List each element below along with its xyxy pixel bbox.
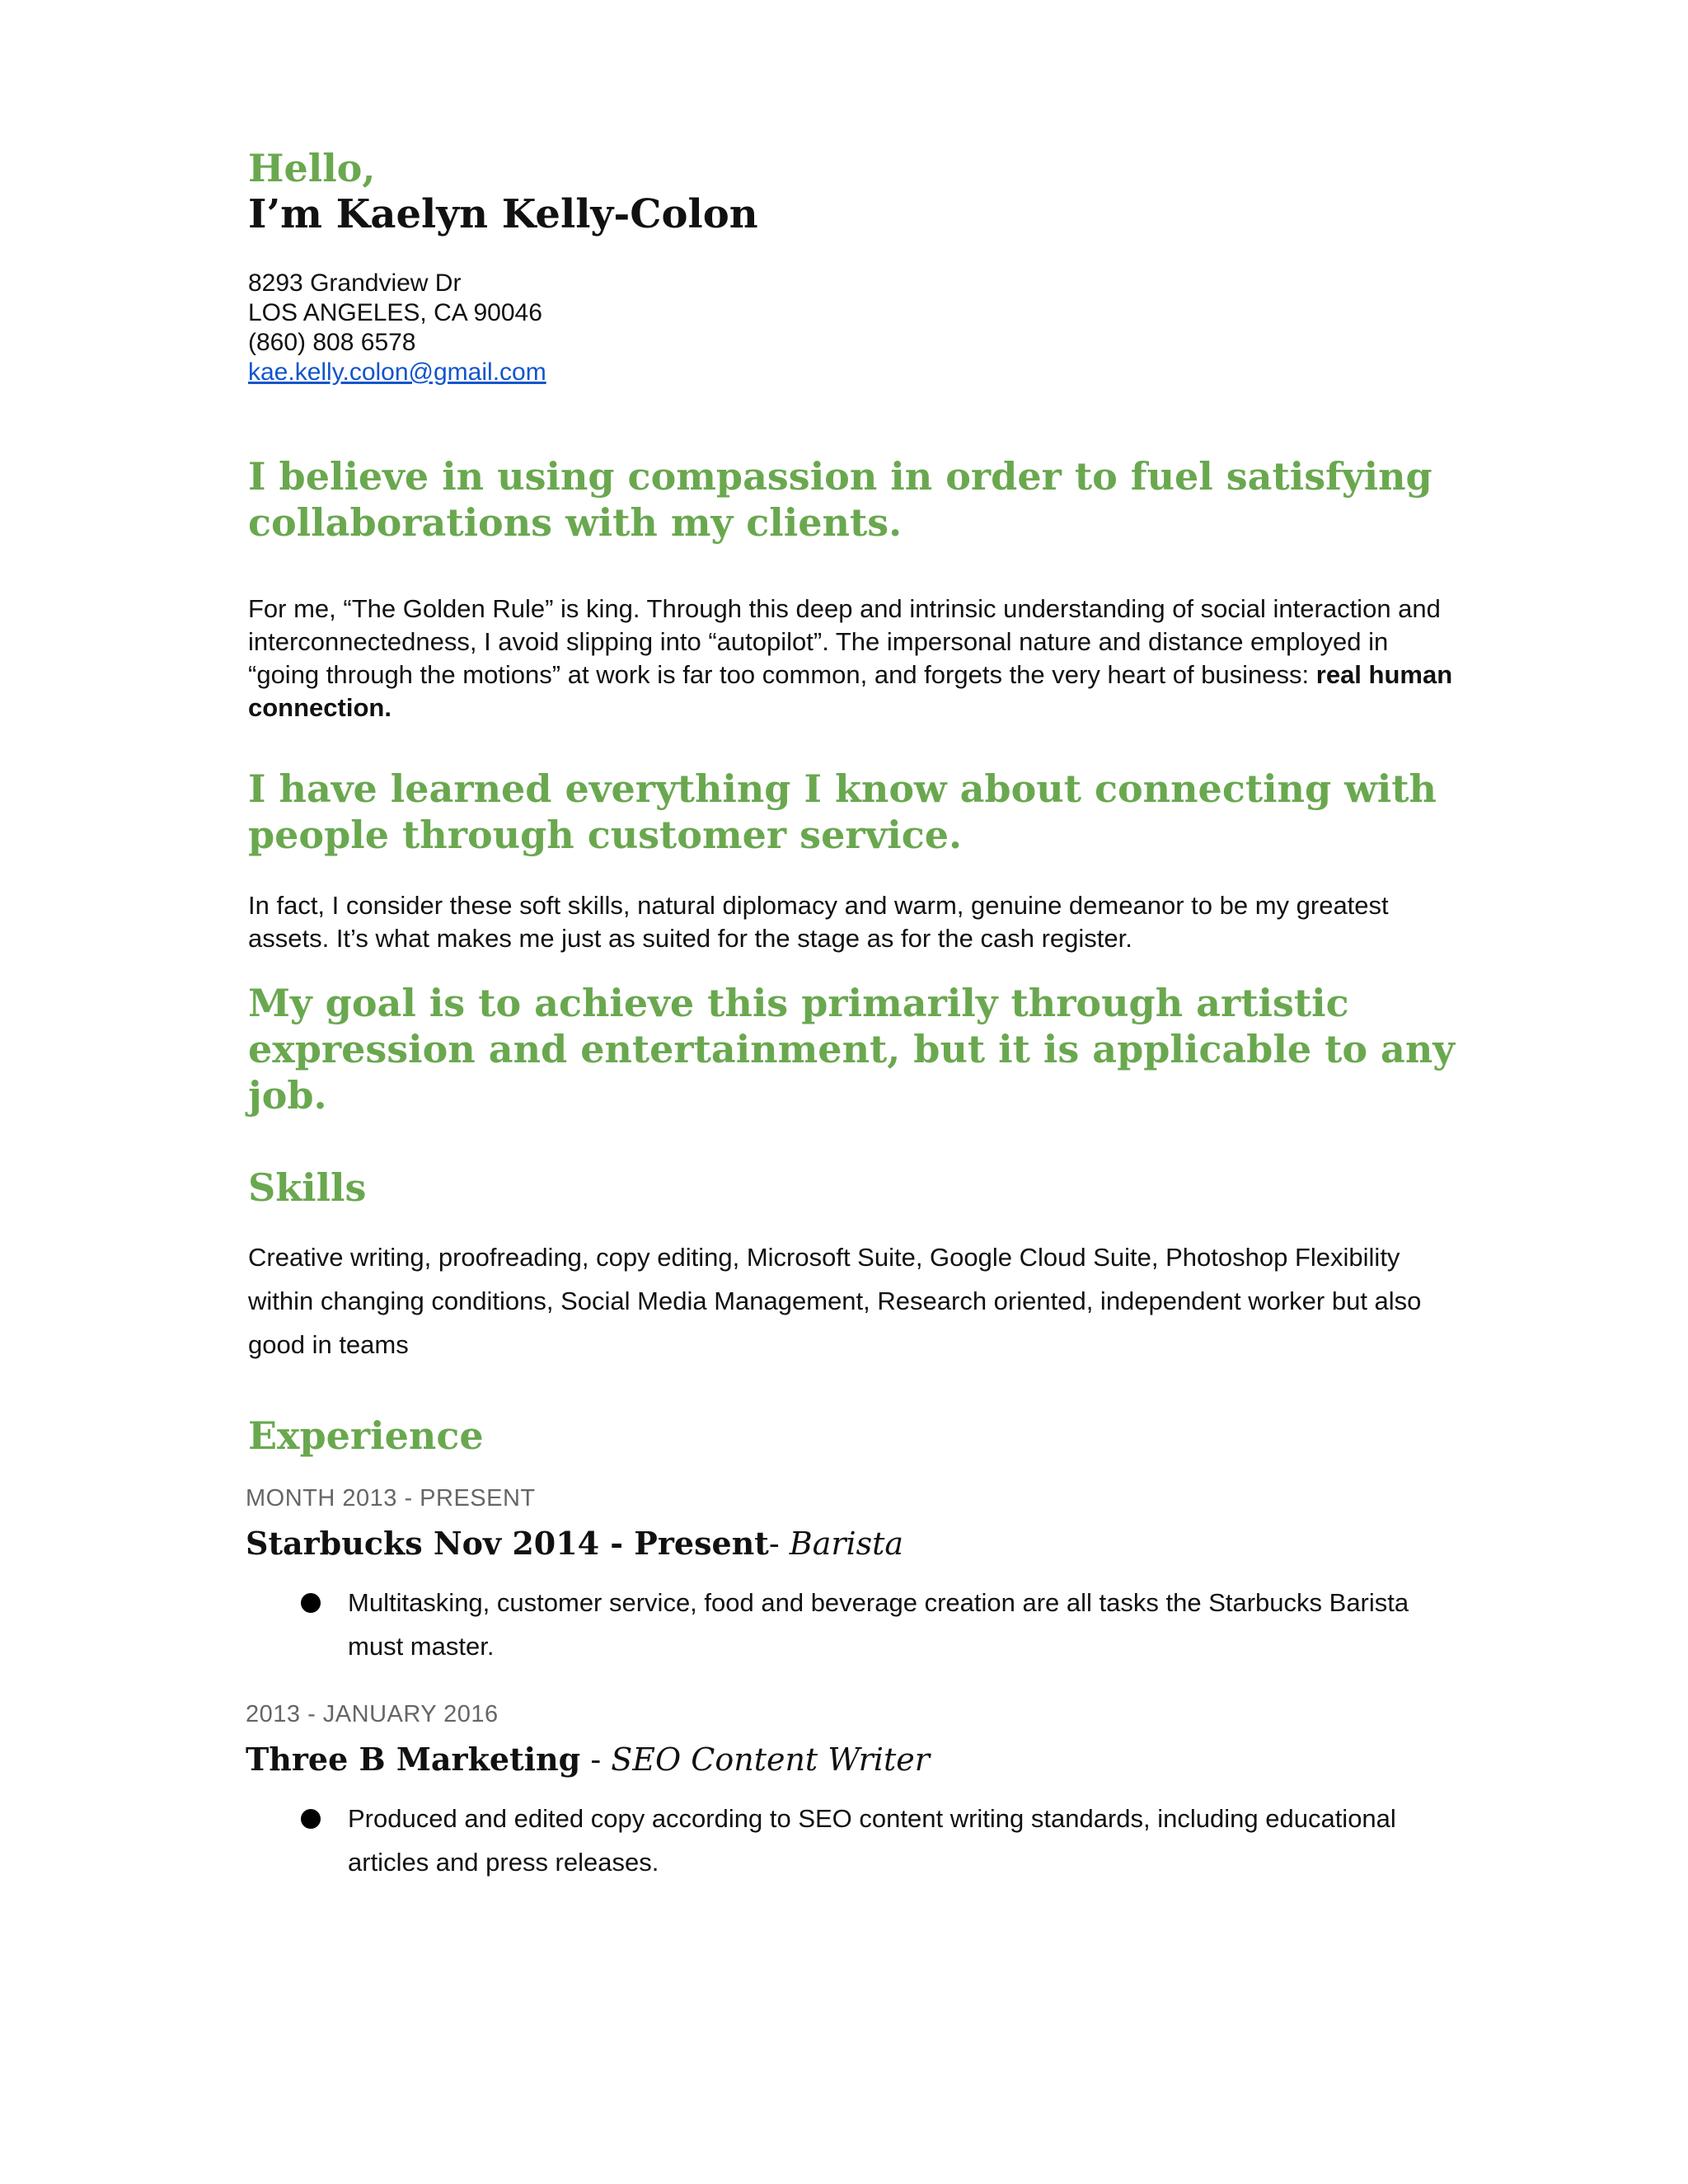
intro-paragraph-1-bold: real human connection. [248,660,1453,722]
applicant-name: I’m Kaelyn Kelly-Colon [248,191,758,237]
intro-paragraph-1-text: For me, “The Golden Rule” is king. Through this deep and intrinsic understanding of social interaction and interconnectedness, I avoid slipping into “autopilot”. The impersonal nature and distance employed in “going through the motions” at work is far too common, and forgets the very heart of business: [248,594,1441,689]
intro-paragraph-2: In fact, I consider these soft skills, natural diplomacy and warm, genuine demeanor to be my greatest assets. It’s what makes me just as suited for the stage as for the cash register. [248,891,1389,953]
bullet-dot-icon [301,1593,321,1613]
greeting: Hello, [248,146,376,190]
job-title [246,1741,1460,1779]
job-date: 2013 - JANUARY 2016 [246,1701,499,1727]
intro-headline-3: My goal is to achieve this primarily through artistic expression and entertainment, but it is applicable to any job. [248,981,1456,1118]
job-date: MONTH 2013 - PRESENT [246,1485,536,1511]
resume-content [248,145,1460,1884]
skills-heading: Skills [248,1165,367,1210]
intro-paragraph-1 [248,593,1460,724]
contact-street: 8293 Grandview Dr [248,269,462,297]
job-company: Starbucks Nov 2014 - Present [246,1525,769,1562]
intro-headline-1: I believe in using compassion in order to fuel satisfying collaborations with my clients. [248,454,1432,545]
job-role: Barista [789,1526,904,1562]
contact-email-link[interactable]: kae.kelly.colon@gmail.com [248,359,546,386]
job-company: Three B Marketing [246,1741,581,1778]
job-bullet-list [248,1797,1460,1884]
intro-headline-2: I have learned everything I know about connecting with people through customer service. [248,766,1437,857]
job-bullet [248,1581,1460,1668]
job-bullet-list [248,1581,1460,1668]
job-title [246,1525,1460,1563]
contact-phone: (860) 808 6578 [248,329,416,356]
job-separator: - [580,1741,612,1778]
job-separator: - [768,1526,790,1562]
skills-text: Creative writing, proofreading, copy editing, Microsoft Suite, Google Cloud Suite, Photoshop Flexibility within changing conditions, Social Media Management, Research oriented, independent worker but also good in teams [248,1243,1422,1359]
job-role: SEO Content Writer [611,1741,930,1778]
job-bullet-text: Produced and edited copy according to SEO content writing standards, including educational articles and press releases. [348,1804,1396,1877]
contact-city: LOS ANGELES, CA 90046 [248,299,542,326]
job-bullet [248,1797,1460,1884]
experience-heading: Experience [248,1413,484,1458]
job-bullet-text: Multitasking, customer service, food and beverage creation are all tasks the Starbucks Barista must master. [348,1588,1409,1661]
experience-entry [248,1699,1460,1884]
bullet-dot-icon [301,1809,321,1829]
experience-entry [248,1483,1460,1668]
contact-block [248,269,1460,387]
